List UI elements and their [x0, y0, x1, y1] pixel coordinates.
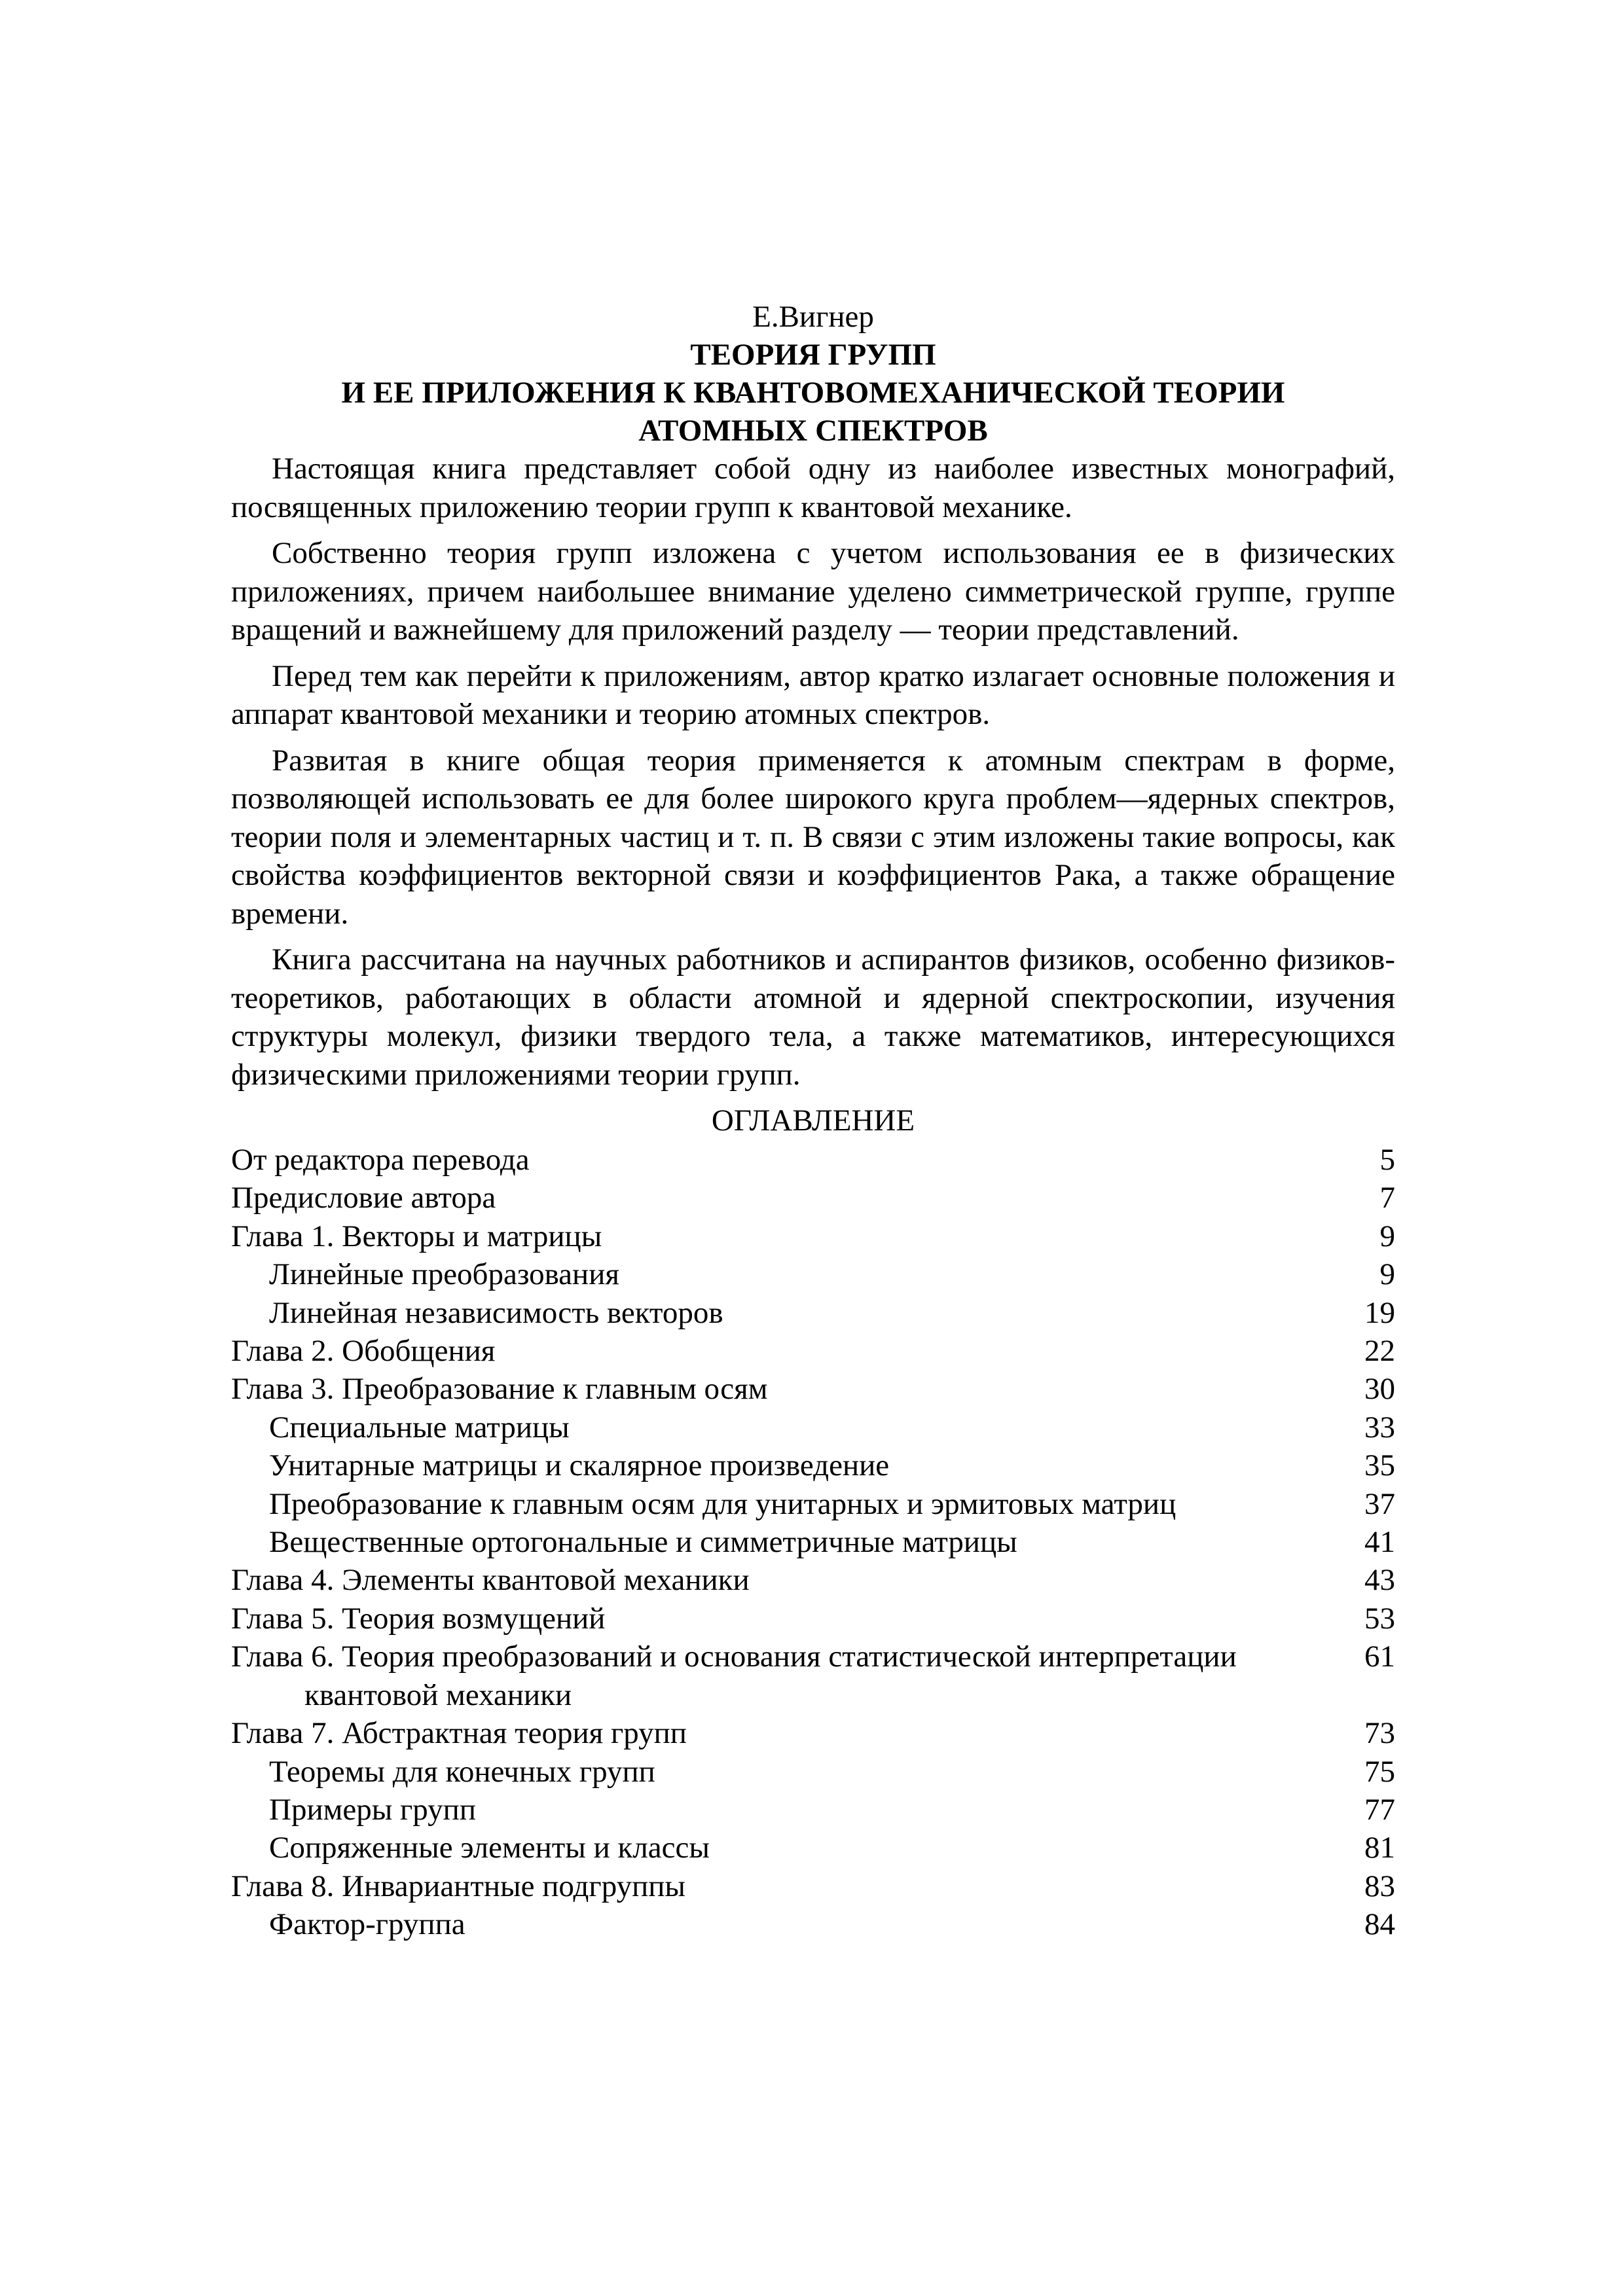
toc-entry-page: 41 — [1364, 1525, 1395, 1560]
toc-entry-title: Глава 7. Абстрактная теория групп — [231, 1716, 687, 1751]
toc-entry — [231, 1714, 1395, 1752]
toc-entry — [231, 1753, 1395, 1791]
toc-entry-page: 81 — [1364, 1831, 1395, 1865]
page-content — [231, 298, 1395, 1944]
toc-entry-title: Линейные преобразования — [269, 1257, 619, 1292]
toc-entry-title: От редактора перевода — [231, 1143, 530, 1177]
toc-entry-page: 19 — [1364, 1295, 1395, 1330]
toc-entry — [231, 1179, 1395, 1217]
title-line: И ЕЕ ПРИЛОЖЕНИЯ К КВАНТОВОМЕХАНИЧЕСКОЙ ТЕОРИИ — [341, 376, 1285, 410]
toc-entry — [231, 1638, 1395, 1714]
toc-entry — [231, 1294, 1395, 1332]
toc-entry-title: Глава 6. Теория преобразований и основания статистической интерпретации квантовой механики — [231, 1640, 1237, 1712]
toc-entry-page: 84 — [1364, 1907, 1395, 1942]
paragraph: Собственно теория групп изложена с учетом использования ее в физических приложениях, причем наибольшее внимание уделено симметрической группе, группе вращений и важнейшему для приложений разделу — теории представлений. — [231, 536, 1395, 647]
paragraph: Книга рассчитана на научных работников и аспирантов физиков, особенно физиков-теоретиков, работающих в области атомной и ядерной спектроскопии, изучения структуры молекул, физики твердого тела, а также математиков, интересующихся физическими приложениями теории групп. — [231, 942, 1395, 1092]
toc-entry-page: 5 — [1379, 1143, 1395, 1177]
toc-entry-page: 75 — [1364, 1754, 1395, 1789]
toc-entry-page: 9 — [1379, 1257, 1395, 1292]
paragraph: Перед тем как перейти к приложениям, автор кратко излагает основные положения и аппарат квантовой механики и теорию атомных спектров. — [231, 658, 1395, 731]
toc-entry-title: Глава 2. Обобщения — [231, 1334, 496, 1369]
table-of-contents — [231, 1141, 1395, 1944]
toc-entry-page: 43 — [1364, 1563, 1395, 1598]
toc-entry-title: Фактор-группа — [269, 1907, 465, 1942]
toc-entry — [231, 1255, 1395, 1293]
paragraph: Развитая в книге общая теория применяется к атомным спектрам в форме, позволяющей использовать ее для более широкого круга проблем—ядерных спектров, теории поля и элементарных частиц и т. п. В связи с этим изложены такие вопросы, как свойства коэффициентов векторной связи и коэффициентов Рака, а также обращение времени. — [231, 743, 1395, 931]
toc-entry-page: 35 — [1364, 1448, 1395, 1483]
title-line: ТЕОРИЯ ГРУПП — [690, 338, 936, 372]
toc-entry-page: 30 — [1364, 1372, 1395, 1407]
toc-entry — [231, 1370, 1395, 1408]
toc-entry — [231, 1408, 1395, 1446]
toc-entry-title: Глава 1. Векторы и матрицы — [231, 1219, 602, 1253]
toc-entry-title: Сопряженные элементы и классы — [269, 1831, 710, 1865]
toc-entry — [231, 1523, 1395, 1561]
toc-entry — [231, 1600, 1395, 1638]
toc-entry-page: 53 — [1364, 1601, 1395, 1636]
toc-entry — [231, 1332, 1395, 1370]
title-line: АТОМНЫХ СПЕКТРОВ — [638, 414, 988, 448]
toc-entry-page: 73 — [1364, 1716, 1395, 1751]
toc-entry — [231, 1867, 1395, 1905]
toc-entry-title: Преобразование к главным осям для унитарных и эрмитовых матриц — [269, 1486, 1176, 1521]
toc-entry-title: Глава 5. Теория возмущений — [231, 1601, 606, 1636]
book-title — [231, 336, 1395, 450]
toc-entry — [231, 1446, 1395, 1484]
toc-entry-title: Линейная независимость векторов — [269, 1295, 723, 1330]
toc-entry-title: Специальные матрицы — [269, 1410, 570, 1444]
toc-entry-title: Примеры групп — [269, 1792, 476, 1827]
toc-entry — [231, 1829, 1395, 1867]
toc-entry-page: 61 — [1364, 1640, 1395, 1674]
toc-entry — [231, 1217, 1395, 1255]
toc-entry-title: Глава 3. Преобразование к главным осям — [231, 1372, 768, 1407]
toc-entry-title: Теоремы для конечных групп — [269, 1754, 655, 1789]
author-name: Е.Вигнер — [752, 300, 874, 334]
toc-entry-page: 37 — [1364, 1486, 1395, 1521]
toc-entry — [231, 1485, 1395, 1523]
toc-entry-title: Глава 8. Инвариантные подгруппы — [231, 1869, 685, 1903]
paragraph: Настоящая книга представляет собой одну из наиболее известных монографий, посвященных приложению теории групп к квантовой механике. — [231, 452, 1395, 524]
toc-entry-page: 83 — [1364, 1869, 1395, 1903]
toc-entry — [231, 1791, 1395, 1829]
annotation — [231, 450, 1395, 1094]
toc-entry-page: 7 — [1379, 1181, 1395, 1215]
toc-entry-page: 77 — [1364, 1792, 1395, 1827]
toc-entry-page: 33 — [1364, 1410, 1395, 1444]
toc-entry — [231, 1561, 1395, 1599]
toc-entry-title: Вещественные ортогональные и симметричные матрицы — [269, 1525, 1017, 1560]
toc-entry — [231, 1141, 1395, 1179]
toc-entry-title: Унитарные матрицы и скалярное произведение — [269, 1448, 890, 1483]
toc-entry — [231, 1905, 1395, 1943]
toc-entry-page: 9 — [1379, 1219, 1395, 1253]
toc-entry-page: 22 — [1364, 1334, 1395, 1369]
toc-entry-title: Предисловие автора — [231, 1181, 496, 1215]
toc-entry-title: Глава 4. Элементы квантовой механики — [231, 1563, 750, 1598]
toc-heading: ОГЛАВЛЕНИЕ — [711, 1103, 915, 1138]
